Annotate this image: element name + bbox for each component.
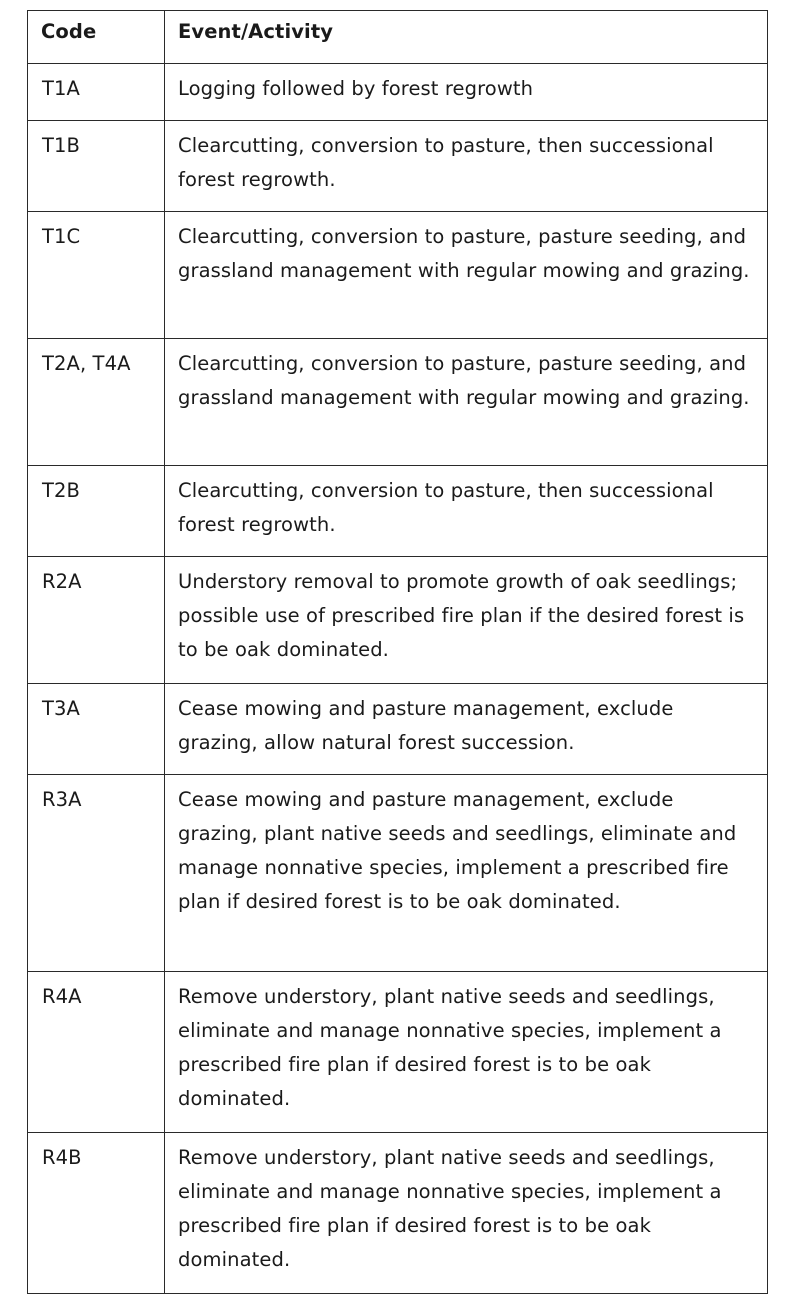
activity-cell: Remove understory, plant native seeds and seedlings, eliminate and manage nonnative species, implement a prescribed fire plan if desired forest is to be oak dominated. — [165, 1133, 768, 1294]
code-cell: T1A — [28, 64, 165, 121]
table-row — [28, 775, 768, 972]
header-row — [28, 11, 768, 64]
table-row — [28, 684, 768, 775]
code-cell: T1B — [28, 121, 165, 212]
activity-cell: Cease mowing and pasture management, exclude grazing, allow natural forest succession. — [165, 684, 768, 775]
activity-cell: Remove understory, plant native seeds and seedlings, eliminate and manage nonnative species, implement a prescribed fire plan if desired forest is to be oak dominated. — [165, 972, 768, 1133]
table-row — [28, 121, 768, 212]
activity-cell: Cease mowing and pasture management, exclude grazing, plant native seeds and seedlings, eliminate and manage nonnative species, implement a prescribed fire plan if desired forest is to be oak dominated. — [165, 775, 768, 972]
header-code: Code — [28, 11, 165, 64]
table-row — [28, 1133, 768, 1294]
code-cell: R4B — [28, 1133, 165, 1294]
activity-cell: Understory removal to promote growth of oak seedlings; possible use of prescribed fire plan if the desired forest is to be oak dominated. — [165, 557, 768, 684]
activity-cell: Clearcutting, conversion to pasture, then successional forest regrowth. — [165, 121, 768, 212]
table-row — [28, 972, 768, 1133]
code-cell: T2B — [28, 466, 165, 557]
code-cell: T1C — [28, 212, 165, 339]
header-event-activity: Event/Activity — [165, 11, 768, 64]
table-row — [28, 557, 768, 684]
code-cell: T2A, T4A — [28, 339, 165, 466]
code-cell: T3A — [28, 684, 165, 775]
activity-cell: Logging followed by forest regrowth — [165, 64, 768, 121]
activity-cell: Clearcutting, conversion to pasture, then successional forest regrowth. — [165, 466, 768, 557]
code-cell: R2A — [28, 557, 165, 684]
code-cell: R4A — [28, 972, 165, 1133]
event-activity-table — [27, 10, 768, 1294]
table-row — [28, 64, 768, 121]
activity-cell: Clearcutting, conversion to pasture, pasture seeding, and grassland management with regular mowing and grazing. — [165, 339, 768, 466]
table-row — [28, 339, 768, 466]
code-cell: R3A — [28, 775, 165, 972]
table-row — [28, 466, 768, 557]
activity-cell: Clearcutting, conversion to pasture, pasture seeding, and grassland management with regular mowing and grazing. — [165, 212, 768, 339]
table-row — [28, 212, 768, 339]
event-activity-table-container — [27, 10, 767, 1294]
